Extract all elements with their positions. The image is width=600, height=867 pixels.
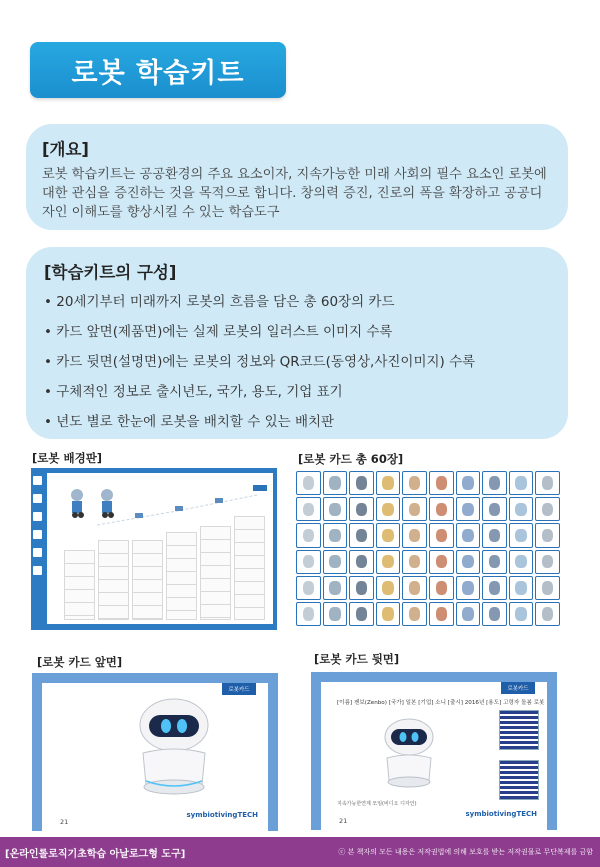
robot-card-thumbnail [535,497,560,521]
board-icon [33,548,42,557]
robot-card-thumbnail [323,550,348,574]
robot-card-thumbnail [482,576,507,600]
robot-card-thumbnail [482,471,507,495]
footer-left-text: [온라인롤로직기초학습 아날로그형 도구] [5,848,186,860]
board-column [234,516,265,620]
robot-card-thumbnail [376,550,401,574]
board-column [166,532,197,620]
list-item: • 20세기부터 미래까지 로봇의 흐름을 담은 총 60장의 카드 [44,294,395,310]
robot-card-thumbnail [323,523,348,547]
robot-card-thumbnail [376,497,401,521]
board-side-icons [33,476,44,584]
board-chart-area [47,473,273,624]
robot-card-thumbnail [296,576,321,600]
robot-card-thumbnail [376,523,401,547]
back-caption: [로봇 카드 뒷면] [314,652,400,666]
robot-card-thumbnail [429,497,454,521]
robot-card-thumbnail [349,523,374,547]
board-column [98,540,129,620]
board-column [132,540,163,620]
robot-card-thumbnail [402,497,427,521]
robot-card-thumbnail [376,602,401,626]
robot-card-thumbnail [509,523,534,547]
robot-card-thumbnail [402,471,427,495]
page-title: 로봇 학습키트 [30,42,286,98]
robot-card-thumbnail [509,576,534,600]
card-number: 21 [60,818,69,826]
list-item: • 카드 뒷면(설명면)에는 로봇의 정보와 QR코드(동영상,사진이미지) 수록 [44,354,476,370]
robot-card-thumbnail [323,576,348,600]
robot-card-thumbnail [535,550,560,574]
robot-card-thumbnail [535,576,560,600]
robot-card-thumbnail [456,471,481,495]
board-icon [33,566,42,575]
empty-card-slot [376,628,401,652]
robot-card-thumbnail [402,602,427,626]
robot-card-thumbnail [456,523,481,547]
robot-card-thumbnail [349,550,374,574]
overview-heading: [개요] [42,140,89,159]
board-icon [33,512,42,521]
card-back-image [311,672,557,830]
logo-text-b: TECH [516,810,537,818]
robot-card-thumbnail [296,497,321,521]
robot-card-thumbnail [349,576,374,600]
robot-card-thumbnail [402,550,427,574]
overview-panel [26,124,568,230]
robot-card-thumbnail [296,550,321,574]
robot-card-thumbnail [456,497,481,521]
robot-card-thumbnail [509,550,534,574]
robot-card-grid [296,471,562,632]
robot-card-thumbnail [402,523,427,547]
board-icon [33,530,42,539]
card-back-info: [이름] 젠보(Zenbo) [국가] 일본 [기업] 소니 [출시] 2016년 [용도] 고령자 돌봄 로봇 [337,700,545,706]
card-back-face [321,682,547,830]
robot-card-thumbnail [296,471,321,495]
robot-card-thumbnail [402,576,427,600]
card-front-image [32,673,278,831]
robot-card-thumbnail [296,523,321,547]
robot-card-thumbnail [429,523,454,547]
board-icon [33,476,42,485]
robot-card-thumbnail [349,471,374,495]
composition-list [44,287,550,437]
empty-card-slot [349,628,374,652]
robot-card-thumbnail [349,602,374,626]
robot-card-thumbnail [323,471,348,495]
robot-card-thumbnail [509,471,534,495]
zenbo-robot-illustration [321,682,547,830]
qr-code-photo[interactable] [499,760,539,800]
composition-panel [26,247,568,439]
robot-card-thumbnail [429,550,454,574]
robot-card-thumbnail [535,471,560,495]
card-front-face [42,683,268,831]
card-logo [465,810,537,818]
zenbo-robot-illustration [42,683,268,831]
robot-card-thumbnail [535,523,560,547]
cards-caption: [로봇 카드 총 60장] [298,452,404,466]
list-item: • 구체적인 정보로 출시년도, 국가, 용도, 기업 표기 [44,384,343,400]
list-item: • 카드 앞면(제품면)에는 실제 로봇의 일러스트 이미지 수록 [44,324,393,340]
robot-card-thumbnail [482,523,507,547]
robot-card-thumbnail [323,602,348,626]
robot-card-thumbnail [456,576,481,600]
robot-card-thumbnail [429,471,454,495]
empty-card-slot [296,628,321,652]
logo-text-a: symbiotiving [465,810,517,818]
robot-card-thumbnail [509,602,534,626]
card-tab: 로봇카드 [501,682,535,694]
footer-bar [0,837,600,867]
card-logo [186,811,258,819]
robot-card-thumbnail [482,550,507,574]
overview-text: 로봇 학습키트는 공공환경의 주요 요소이자, 지속가능한 미래 사회의 필수 요소인 로봇에 대한 관심을 증진하는 것을 목적으로 합니다. 창의력 증진, 진로의 폭을 확장하고 공공디자인 이해도를 향상시킬 수 있는 학습도구 [42,167,547,220]
board-column [200,526,231,620]
robot-card-thumbnail [296,602,321,626]
footer-copyright: ⓒ 본 책자의 모든 내용은 저작권법에 의해 보호를 받는 저작권물로 무단복제를 금함 [338,848,593,856]
logo-text-a: symbiotiving [186,811,238,819]
robot-board-image [31,468,277,630]
robot-card-thumbnail [456,550,481,574]
qr-caption: 지속가능한연계 모임(비디오 디자인) [337,801,417,807]
robot-card-thumbnail [482,497,507,521]
front-caption: [로봇 카드 앞면] [37,655,123,669]
robot-card-thumbnail [456,602,481,626]
robot-card-thumbnail [323,497,348,521]
composition-heading: [학습키트의 구성] [44,263,177,282]
board-icon [33,494,42,503]
empty-card-slot [323,628,348,652]
logo-text-b: TECH [237,811,258,819]
robot-card-thumbnail [509,497,534,521]
card-number: 21 [339,817,348,825]
robot-card-thumbnail [535,602,560,626]
robot-card-thumbnail [429,602,454,626]
qr-code-video[interactable] [499,710,539,750]
robot-card-thumbnail [349,497,374,521]
board-caption: [로봇 배경판] [32,451,103,465]
list-item: • 년도 별로 한눈에 로봇을 배치할 수 있는 배치판 [44,414,335,430]
card-tab: 로봇카드 [222,683,256,695]
board-column [64,550,95,620]
robot-card-thumbnail [482,602,507,626]
robot-card-thumbnail [429,576,454,600]
robot-card-thumbnail [376,576,401,600]
robot-card-thumbnail [376,471,401,495]
